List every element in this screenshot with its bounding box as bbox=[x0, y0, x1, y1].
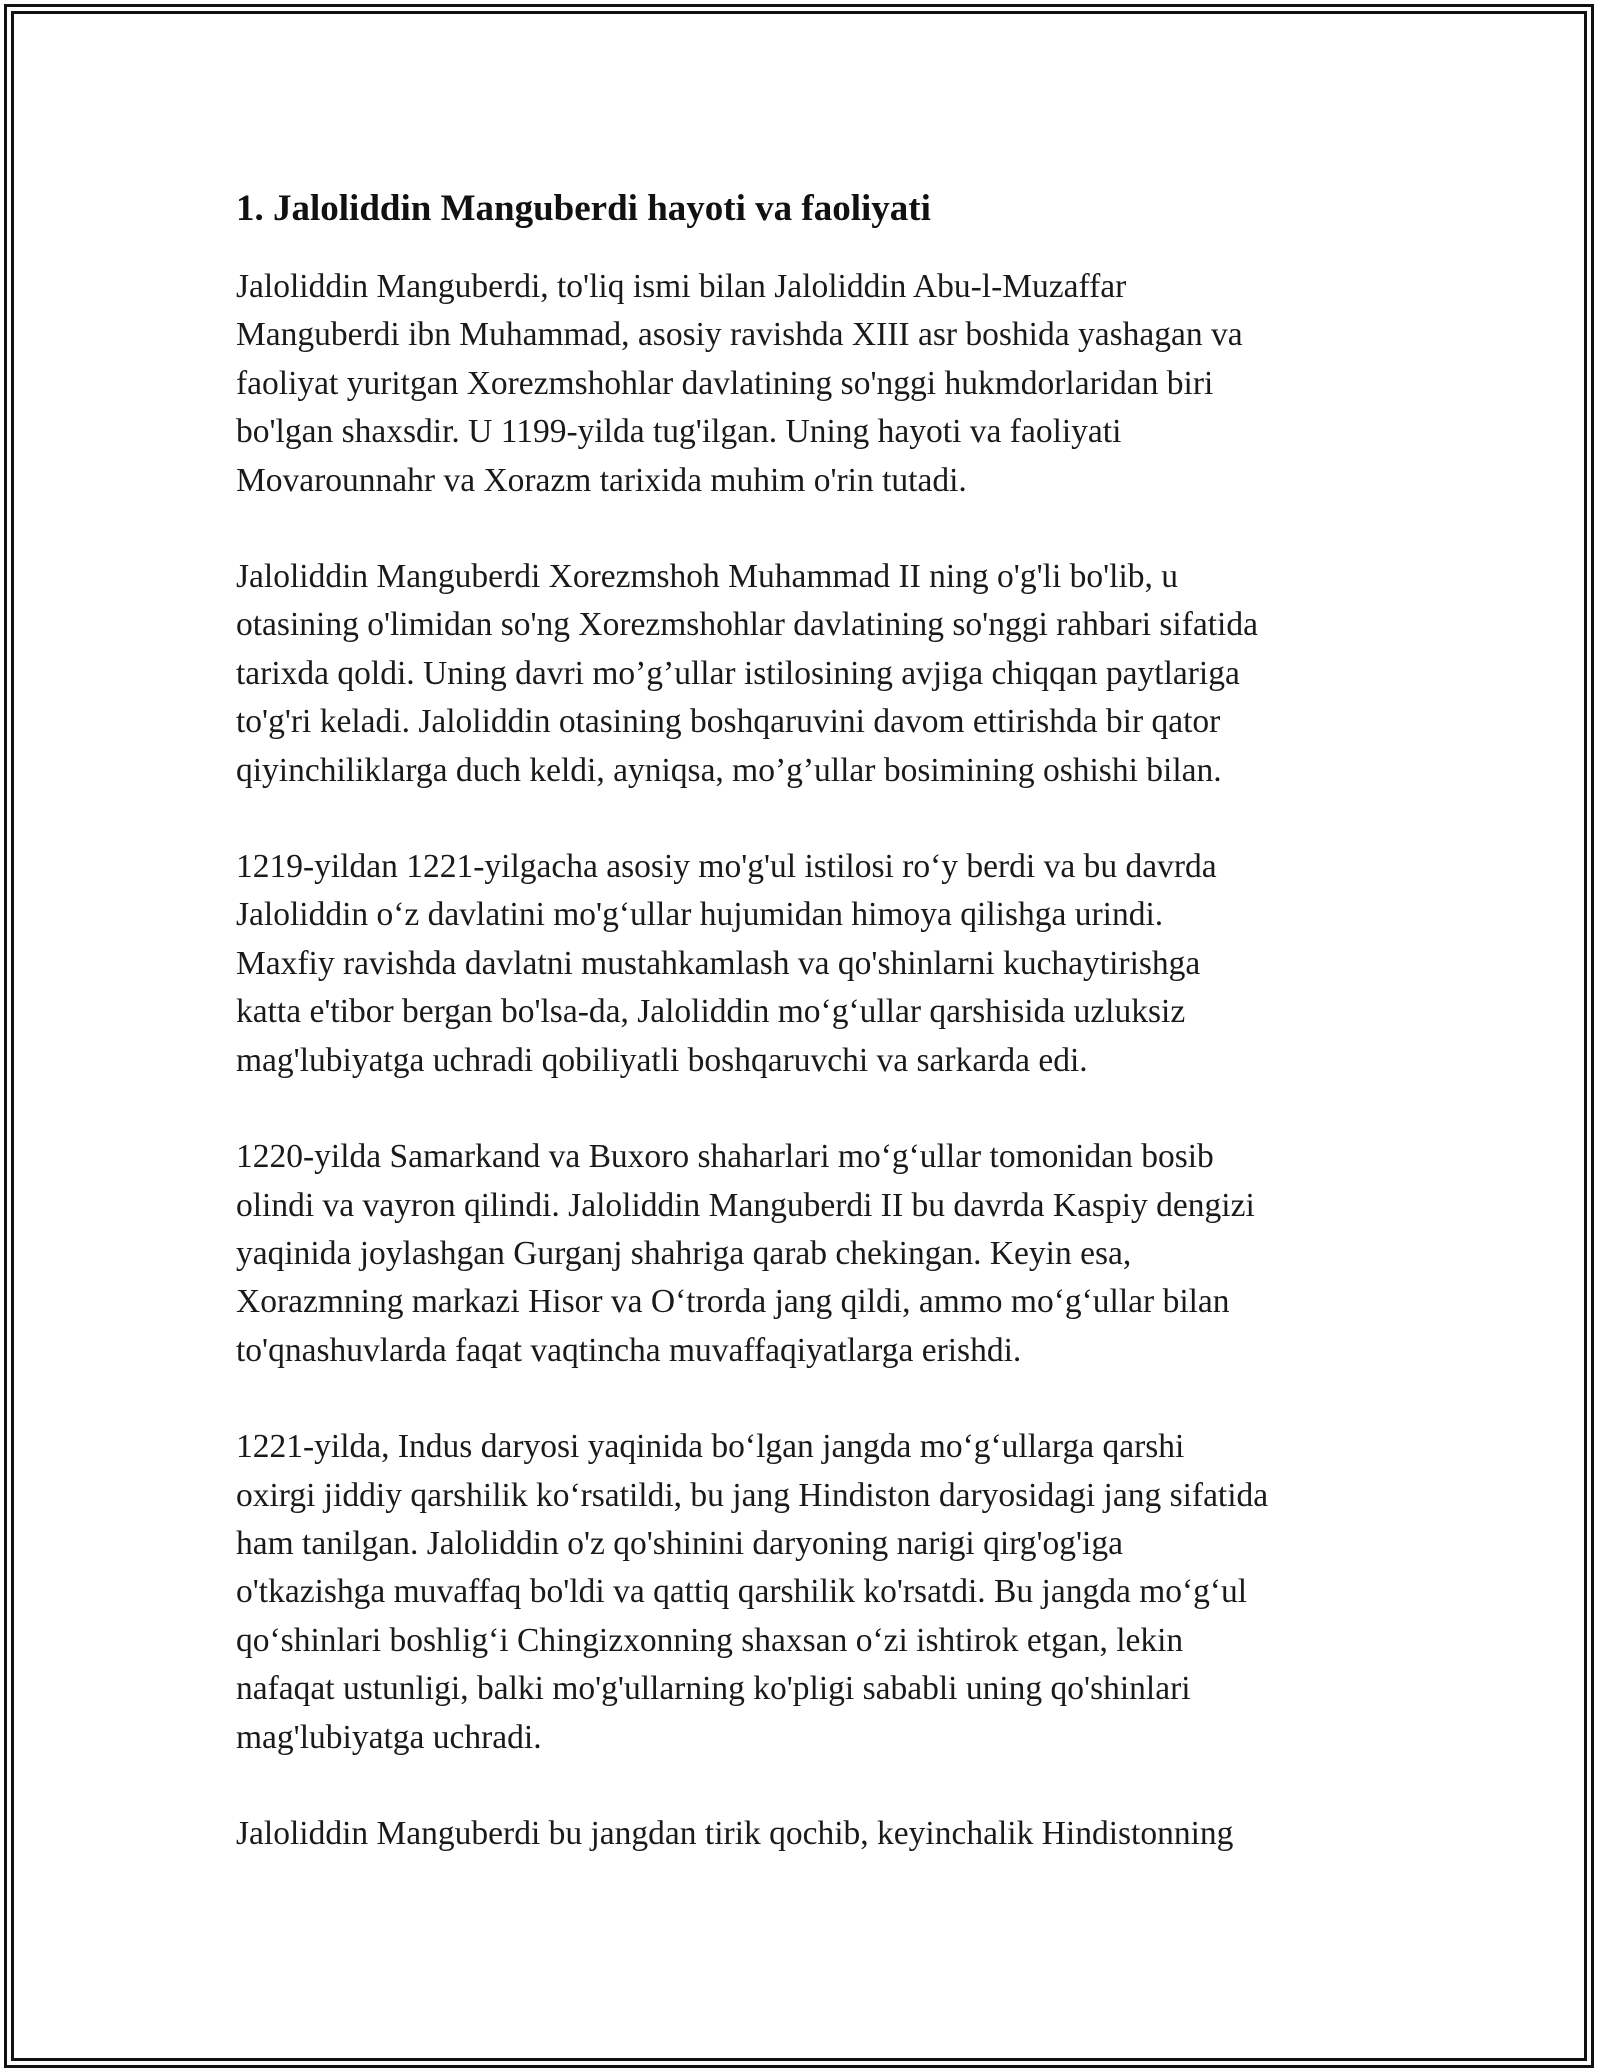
document-body bbox=[236, 186, 1396, 1906]
paragraph-6: Jaloliddin Manguberdi bu jangdan tirik qochib, keyinchalik Hindistonning bbox=[236, 1814, 1234, 1852]
paragraph-4: 1220-yilda Samarkand va Buxoro shaharlari mo‘g‘ullar tomonidan bosib olindi va vayron qilindi. Jaloliddin Manguberdi II bu davrda Kaspiy dengizi yaqinida joylashgan Gurganj shahriga qarab chekingan. Keyin esa, Xorazmning markazi Hisor va O‘trorda jang qildi, ammo mo‘g‘ullar bilan to'qnashuvlarda faqat vaqtincha muvaffaqiyatlarga erishdi. bbox=[236, 1138, 1255, 1369]
paragraph-1: Jaloliddin Manguberdi, to'liq ismi bilan Jaloliddin Abu-l-Muzaffar Manguberdi ibn Muhammad, asosiy ravishda XIII asr boshida yashagan va faoliyat yuritgan Xorezmshohlar davlatining so'nggi hukmdorlaridan biri bo'lgan shaxsdir. U 1199-yilda tug'ilgan. Uning hayoti va faoliyati Movarounnahr va Xorazm tarixida muhim o'rin tutadi. bbox=[236, 268, 1243, 499]
paragraph-5: 1221-yilda, Indus daryosi yaqinida bo‘lgan jangda mo‘g‘ullarga qarshi oxirgi jiddiy qarshilik ko‘rsatildi, bu jang Hindiston daryosidagi jang sifatida ham tanilgan. Jaloliddin o'z qo'shinini daryoning narigi qirg'og'iga o'tkazishga muvaffaq bo'ldi va qattiq qarshilik ko'rsatdi. Bu jangda mo‘g‘ul qo‘shinlari boshlig‘i Chingizxonning shaxsan o‘zi ishtirok etgan, lekin nafaqat ustunligi, balki mo'g'ullarning ko'pligi sababli uning qo'shinlari mag'lubiyatga uchradi. bbox=[236, 1428, 1269, 1756]
section-heading: 1. Jaloliddin Manguberdi hayoti va faoliyati bbox=[236, 188, 931, 229]
paragraph-2: Jaloliddin Manguberdi Xorezmshoh Muhammad II ning o'g'li bo'lib, u otasining o'limidan so'ng Xorezmshohlar davlatining so'nggi rahbari sifatida tarixda qoldi. Uning davri mo’g’ullar istilosining avjiga chiqqan paytlariga to'g'ri keladi. Jaloliddin otasining boshqaruvini davom ettirishda bir qator qiyinchiliklarga duch keldi, ayniqsa, mo’g’ullar bosimining oshishi bilan. bbox=[236, 558, 1258, 789]
paragraph-3: 1219-yildan 1221-yilgacha asosiy mo'g'ul istilosi ro‘y berdi va bu davrda Jaloliddin o‘z davlatini mo'g‘ullar hujumidan himoya qilishga urindi. Maxfiy ravishda davlatni mustahkamlash va qo'shinlarni kuchaytirishga katta e'tibor bergan bo'lsa-da, Jaloliddin mo‘g‘ullar qarshisida uzluksiz mag'lubiyatga uchradi qobiliyatli boshqaruvchi va sarkarda edi. bbox=[236, 848, 1217, 1079]
